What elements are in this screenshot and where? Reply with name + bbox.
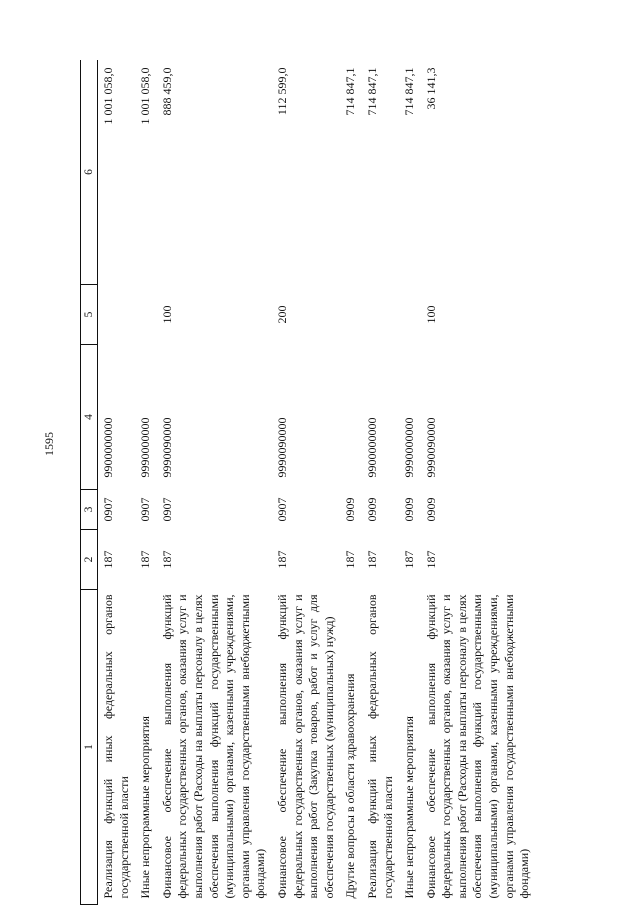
row-target: 9900000000 bbox=[101, 417, 115, 478]
row-type bbox=[135, 285, 157, 345]
row-name: Другие вопросы в области здравоохранения bbox=[343, 673, 358, 899]
row-name: Финансовое обеспечение выполнения функций федеральных государственных органов, оказания услуг и выполнения работ (Закупка товаров, работ и услуг для обеспечения государственных (муниципальных) нужд) bbox=[274, 594, 336, 899]
row-target bbox=[340, 345, 362, 490]
row-admin: 187 bbox=[423, 550, 438, 569]
table-row bbox=[362, 60, 399, 905]
row-name: Реализация функций иных федеральных органов государственной власти bbox=[364, 594, 395, 899]
table-row bbox=[272, 60, 340, 905]
budget-table bbox=[80, 60, 536, 905]
row-admin: 187 bbox=[101, 550, 115, 569]
row-amount: 1 001 058,0 bbox=[101, 67, 115, 125]
budget-table-container bbox=[80, 60, 613, 905]
row-target: 9990000000 bbox=[138, 417, 153, 478]
table-row bbox=[98, 60, 136, 905]
row-amount: 714 847,1 bbox=[364, 67, 379, 116]
row-section: 0907 bbox=[159, 497, 174, 522]
row-section: 0909 bbox=[402, 497, 417, 522]
row-section: 0909 bbox=[364, 497, 379, 522]
row-type: 100 bbox=[423, 305, 438, 324]
table-row bbox=[421, 60, 536, 905]
row-target: 9990000000 bbox=[402, 417, 417, 478]
row-amount: 1 001 058,0 bbox=[138, 67, 153, 125]
row-section: 0909 bbox=[423, 497, 438, 522]
row-name: Иные непрограммные мероприятия bbox=[138, 716, 153, 899]
row-type bbox=[98, 285, 136, 345]
row-type bbox=[340, 285, 362, 345]
row-type bbox=[399, 285, 421, 345]
row-amount: 112 599,0 bbox=[274, 67, 289, 116]
row-name: Финансовое обеспечение выполнения функций федеральных государственных органов, оказания услуг и выполнения работ (Расходы на выплаты персоналу в целях обеспечения выполнения функций государственными (муниципальными) органами, казенными учреждениями, органами управления государственными внебюджетными фондами) bbox=[159, 594, 268, 899]
table-row bbox=[340, 60, 362, 905]
table-row bbox=[157, 60, 272, 905]
row-target: 9990090000 bbox=[423, 417, 438, 478]
row-target: 9900000000 bbox=[364, 417, 379, 478]
row-name: Иные непрограммные мероприятия bbox=[402, 716, 417, 899]
row-section: 0907 bbox=[274, 497, 289, 522]
row-amount: 36 141,3 bbox=[423, 67, 438, 110]
row-type: 200 bbox=[274, 305, 289, 324]
row-target: 9990090000 bbox=[274, 417, 289, 478]
row-admin: 187 bbox=[343, 550, 358, 569]
row-admin: 187 bbox=[274, 550, 289, 569]
header-row bbox=[81, 60, 98, 905]
row-amount: 714 847,1 bbox=[343, 67, 358, 116]
row-section: 0907 bbox=[101, 497, 115, 522]
budget-table-rotated bbox=[80, 60, 613, 905]
row-admin: 187 bbox=[138, 550, 153, 569]
header-col-5: 5 bbox=[81, 285, 98, 345]
row-name: Реализация функций иных федеральных органов государственной власти bbox=[101, 594, 131, 899]
page-number: 1595 bbox=[42, 432, 56, 456]
row-amount: 714 847,1 bbox=[402, 67, 417, 116]
row-admin: 187 bbox=[159, 550, 174, 569]
row-type: 100 bbox=[159, 305, 174, 324]
row-type bbox=[362, 285, 399, 345]
row-name: Финансовое обеспечение выполнения функций федеральных государственных органов, оказания услуг и выполнения работ (Расходы на выплаты персоналу в целях обеспечения выполнения функций государственными (муниципальными) органами, казенными учреждениями, органами управления государственными внебюджетными фондами) bbox=[423, 594, 532, 899]
table-row bbox=[399, 60, 421, 905]
header-col-2: 2 bbox=[81, 530, 98, 590]
header-col-6: 6 bbox=[81, 60, 98, 285]
row-section: 0907 bbox=[138, 497, 153, 522]
row-admin: 187 bbox=[402, 550, 417, 569]
row-admin: 187 bbox=[364, 550, 379, 569]
header-col-1: 1 bbox=[81, 590, 98, 905]
row-amount: 888 459,0 bbox=[159, 67, 174, 116]
row-section: 0909 bbox=[343, 497, 358, 522]
table-row bbox=[135, 60, 157, 905]
header-col-3: 3 bbox=[81, 490, 98, 530]
row-target: 9990090000 bbox=[159, 417, 174, 478]
header-col-4: 4 bbox=[81, 345, 98, 490]
